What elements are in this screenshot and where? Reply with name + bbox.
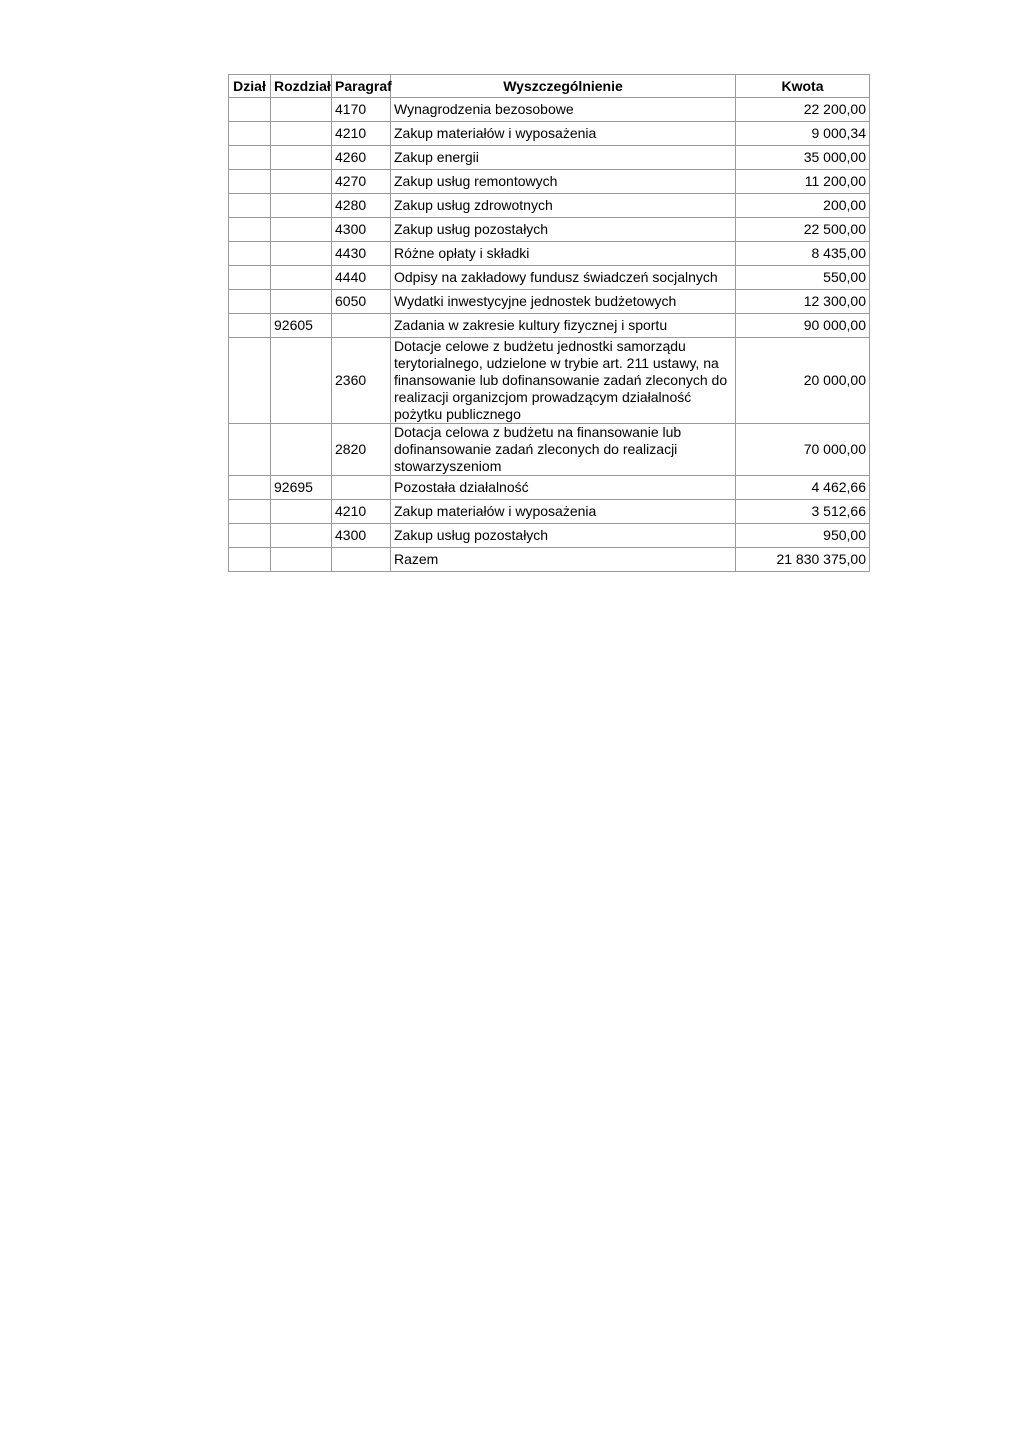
cell-wyszczegolnienie: Pozostała działalność [391,476,736,500]
cell-dzial [229,194,271,218]
cell-paragraf: 4430 [332,242,391,266]
table-row [229,548,870,572]
cell-wyszczegolnienie: Zakup materiałów i wyposażenia [391,122,736,146]
cell-rozdzial [271,170,332,194]
cell-wyszczegolnienie: Odpisy na zakładowy fundusz świadczeń socjalnych [391,266,736,290]
cell-rozdzial [271,338,332,424]
cell-rozdzial [271,98,332,122]
cell-dzial [229,146,271,170]
cell-paragraf: 6050 [332,290,391,314]
cell-kwota: 35 000,00 [736,146,870,170]
cell-dzial [229,524,271,548]
cell-kwota: 12 300,00 [736,290,870,314]
table-row [229,500,870,524]
cell-wyszczegolnienie: Zakup energii [391,146,736,170]
cell-paragraf: 4270 [332,170,391,194]
cell-wyszczegolnienie: Zakup materiałów i wyposażenia [391,500,736,524]
cell-kwota: 20 000,00 [736,338,870,424]
cell-paragraf [332,476,391,500]
cell-kwota: 11 200,00 [736,170,870,194]
cell-kwota: 200,00 [736,194,870,218]
table-header [229,75,870,98]
cell-paragraf: 4300 [332,524,391,548]
cell-wyszczegolnienie: Zakup usług pozostałych [391,524,736,548]
cell-dzial [229,424,271,476]
cell-dzial [229,548,271,572]
cell-wyszczegolnienie: Zakup usług zdrowotnych [391,194,736,218]
header-kwota: Kwota [736,75,870,98]
table-row [229,290,870,314]
cell-paragraf: 4210 [332,122,391,146]
table-row [229,424,870,476]
table-row [229,338,870,424]
cell-wyszczegolnienie: Zadania w zakresie kultury fizycznej i sportu [391,314,736,338]
cell-wyszczegolnienie: Dotacje celowe z budżetu jednostki samorządu terytorialnego, udzielone w trybie art. 211 ustawy, na finansowanie lub dofinansowanie zadań zleconych do realizacji organizcjom prowadzącym działalność pożytku publicznego [391,338,736,424]
cell-kwota: 550,00 [736,266,870,290]
table-row [229,266,870,290]
cell-paragraf [332,314,391,338]
cell-kwota: 90 000,00 [736,314,870,338]
header-row [229,75,870,98]
table-row [229,218,870,242]
cell-rozdzial [271,424,332,476]
cell-kwota: 22 200,00 [736,98,870,122]
cell-dzial [229,500,271,524]
cell-rozdzial: 92695 [271,476,332,500]
cell-wyszczegolnienie: Zakup usług pozostałych [391,218,736,242]
cell-paragraf: 4280 [332,194,391,218]
cell-dzial [229,290,271,314]
cell-rozdzial [271,524,332,548]
cell-paragraf: 2360 [332,338,391,424]
cell-kwota: 22 500,00 [736,218,870,242]
cell-rozdzial [271,242,332,266]
cell-kwota: 9 000,34 [736,122,870,146]
cell-dzial [229,314,271,338]
cell-kwota: 8 435,00 [736,242,870,266]
cell-wyszczegolnienie: Wynagrodzenia bezosobowe [391,98,736,122]
cell-dzial [229,476,271,500]
cell-kwota: 70 000,00 [736,424,870,476]
header-wyszczegolnienie: Wyszczególnienie [391,75,736,98]
table-row [229,242,870,266]
table-row [229,98,870,122]
table-row [229,194,870,218]
cell-paragraf: 2820 [332,424,391,476]
cell-dzial [229,122,271,146]
table-row [229,524,870,548]
header-paragraf: Paragraf [332,75,391,98]
cell-paragraf: 4170 [332,98,391,122]
cell-rozdzial [271,266,332,290]
cell-wyszczegolnienie: Zakup usług remontowych [391,170,736,194]
cell-dzial [229,98,271,122]
header-dzial: Dział [229,75,271,98]
cell-wyszczegolnienie: Wydatki inwestycyjne jednostek budżetowych [391,290,736,314]
table-row [229,122,870,146]
table-row [229,476,870,500]
cell-paragraf [332,548,391,572]
budget-table [228,74,870,572]
table-row [229,146,870,170]
header-rozdzial: Rozdział [271,75,332,98]
cell-wyszczegolnienie: Dotacja celowa z budżetu na finansowanie lub dofinansowanie zadań zleconych do realizacji stowarzyszeniom [391,424,736,476]
cell-dzial [229,338,271,424]
cell-paragraf: 4210 [332,500,391,524]
cell-rozdzial [271,290,332,314]
cell-wyszczegolnienie: Razem [391,548,736,572]
cell-dzial [229,218,271,242]
cell-rozdzial [271,194,332,218]
cell-paragraf: 4300 [332,218,391,242]
cell-rozdzial: 92605 [271,314,332,338]
cell-paragraf: 4260 [332,146,391,170]
cell-dzial [229,266,271,290]
cell-paragraf: 4440 [332,266,391,290]
cell-wyszczegolnienie: Różne opłaty i składki [391,242,736,266]
table-body [229,98,870,572]
cell-dzial [229,242,271,266]
table-row [229,314,870,338]
cell-kwota: 3 512,66 [736,500,870,524]
cell-dzial [229,170,271,194]
cell-kwota: 950,00 [736,524,870,548]
cell-rozdzial [271,500,332,524]
cell-kwota: 21 830 375,00 [736,548,870,572]
cell-rozdzial [271,146,332,170]
cell-rozdzial [271,218,332,242]
cell-kwota: 4 462,66 [736,476,870,500]
cell-rozdzial [271,548,332,572]
table-row [229,170,870,194]
cell-rozdzial [271,122,332,146]
